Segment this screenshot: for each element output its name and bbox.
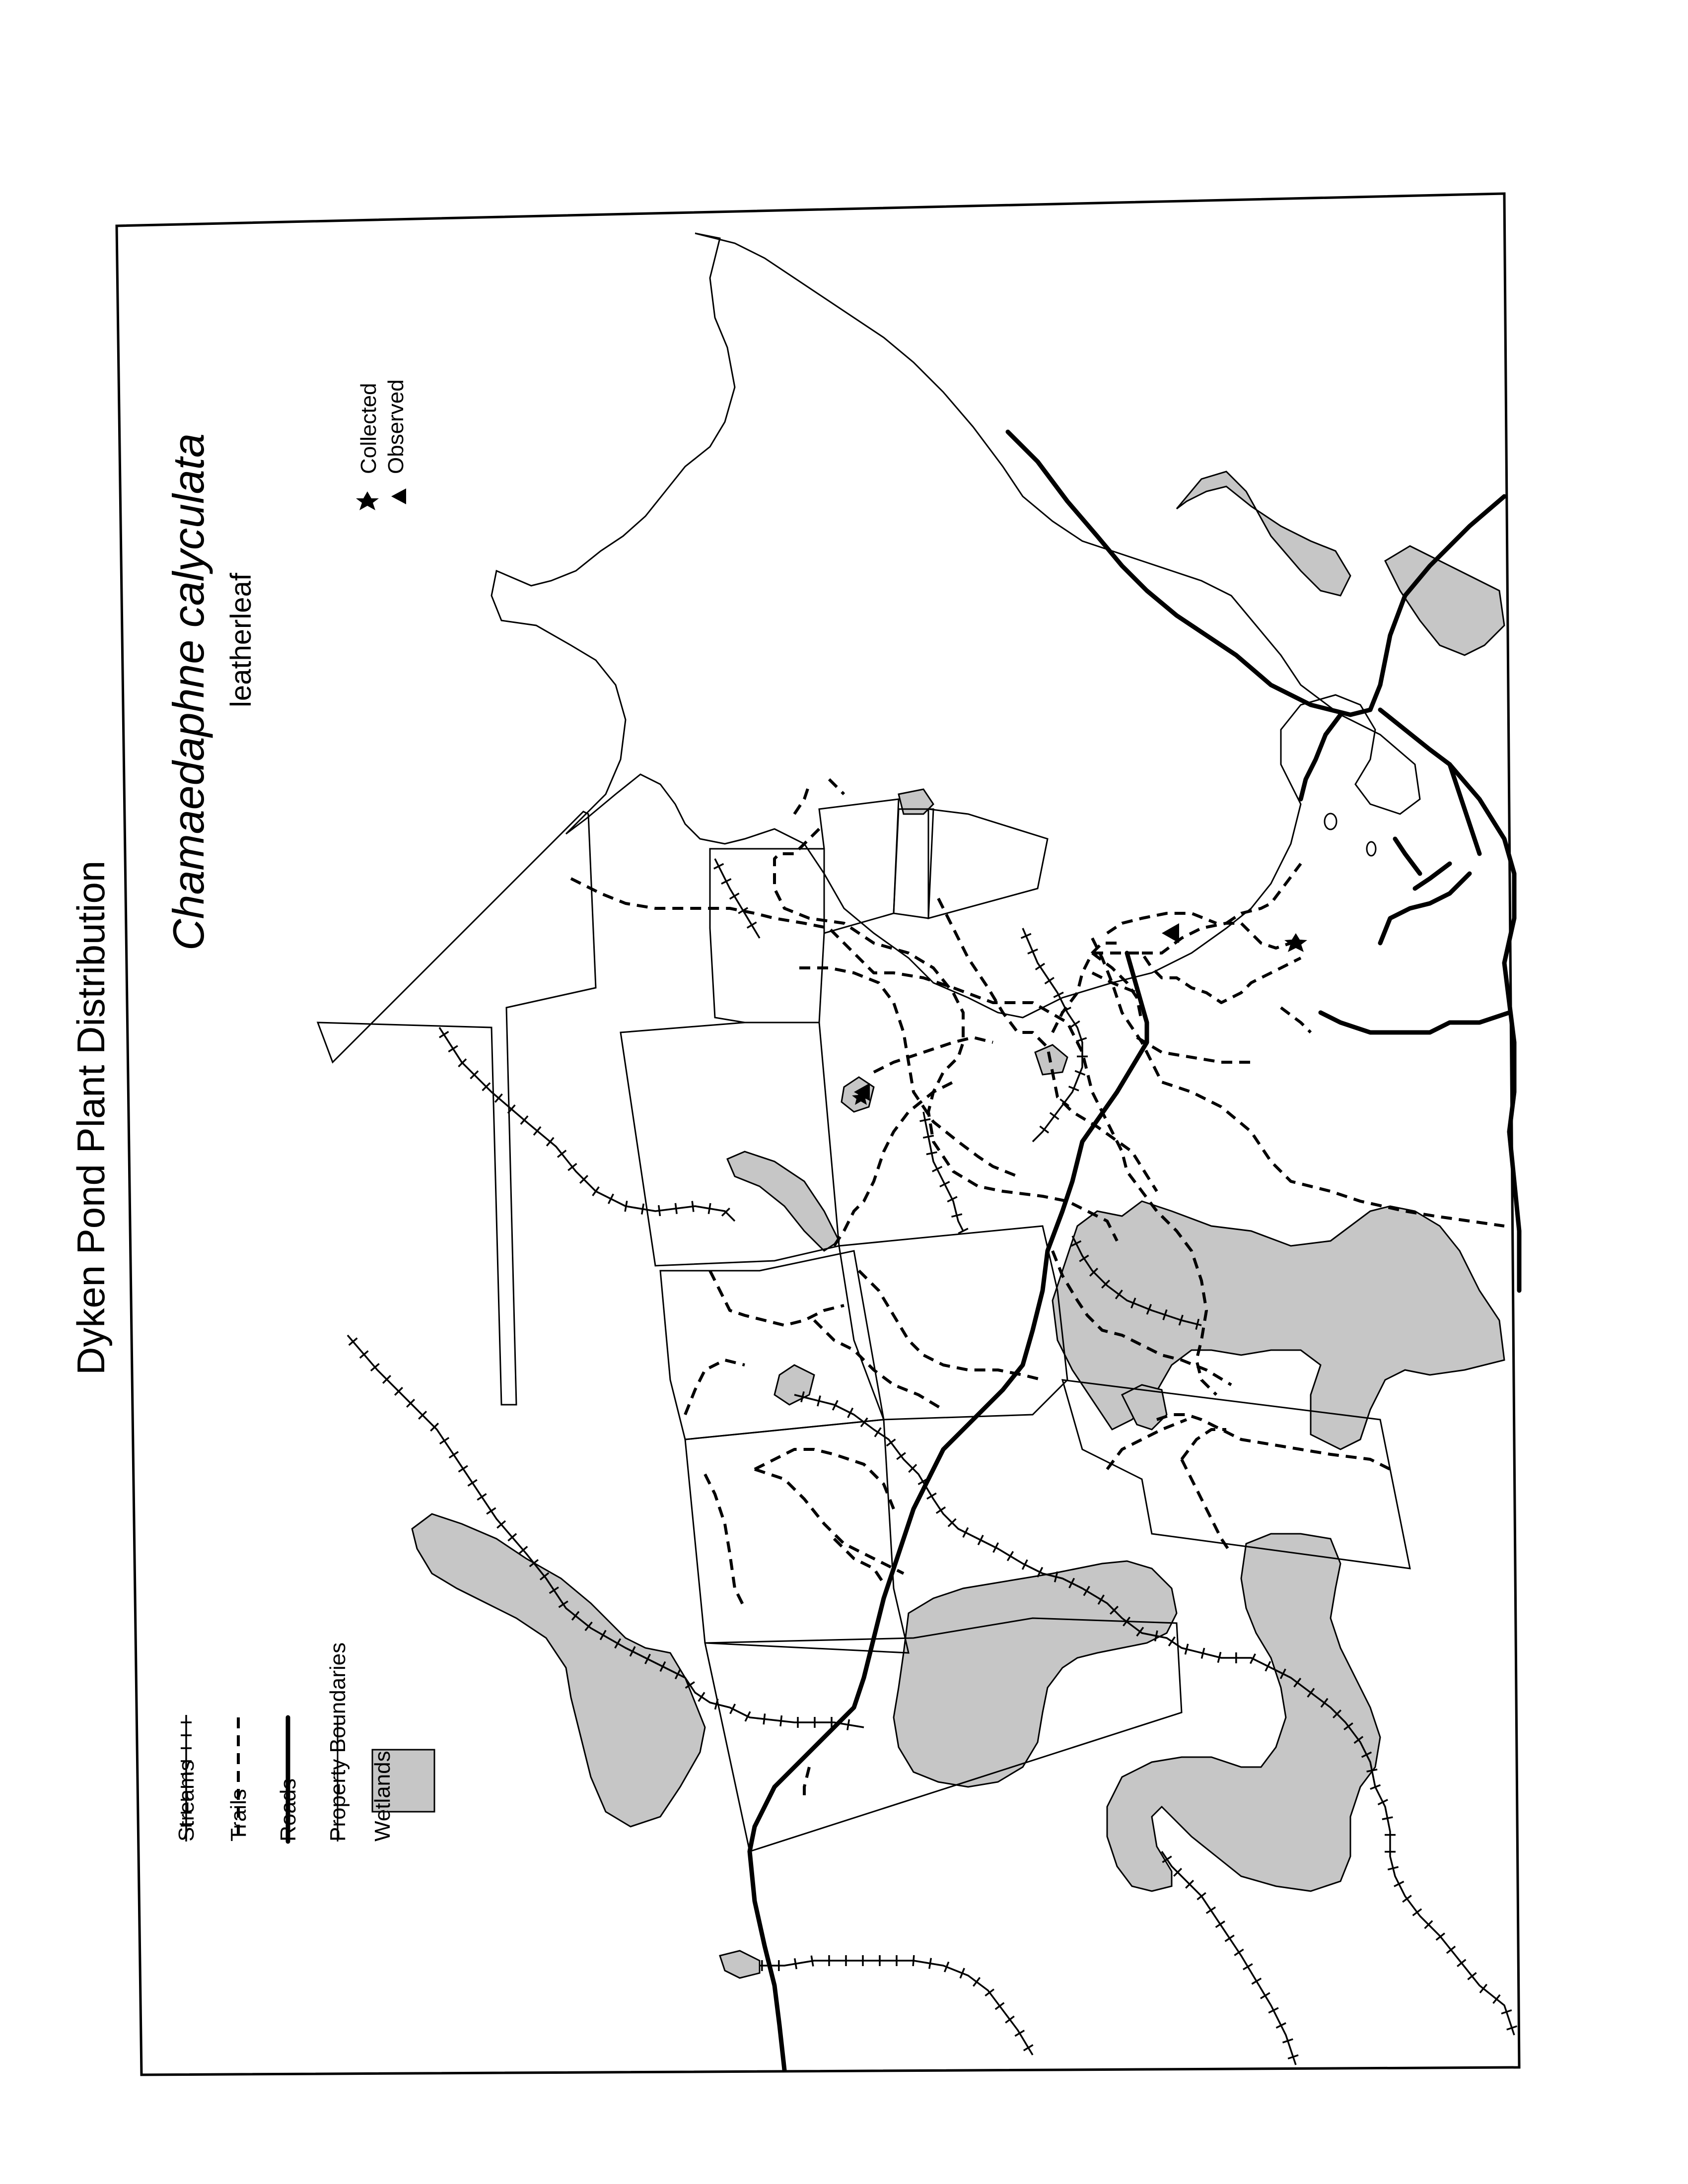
occurrence-key bbox=[356, 379, 408, 510]
trail bbox=[710, 1271, 844, 1325]
property-parcel bbox=[318, 812, 596, 1405]
trail bbox=[834, 1539, 884, 1583]
observed-label: Observed bbox=[384, 379, 408, 474]
wetland-area bbox=[894, 1561, 1177, 1787]
legend bbox=[174, 1642, 434, 1842]
trail bbox=[755, 1449, 894, 1509]
stream bbox=[715, 859, 760, 938]
dyken-pond bbox=[492, 233, 1420, 1018]
property-parcel bbox=[685, 1420, 909, 1653]
trail bbox=[1182, 1430, 1226, 1459]
trail bbox=[874, 1037, 993, 1072]
trail bbox=[705, 1474, 745, 1608]
property-parcel bbox=[710, 849, 824, 1023]
road bbox=[1301, 715, 1340, 799]
legend-wetlands-label: Wetlands bbox=[370, 1751, 395, 1842]
road bbox=[1415, 864, 1450, 888]
trail bbox=[755, 1469, 904, 1573]
species-common-name: leatherleaf bbox=[225, 573, 257, 707]
collected-star-icon bbox=[1284, 933, 1307, 952]
road bbox=[1395, 839, 1420, 874]
trail bbox=[859, 1271, 1043, 1380]
trail bbox=[814, 1320, 943, 1410]
stream-ticks bbox=[439, 1031, 730, 1216]
observed-triangle-icon bbox=[391, 488, 406, 504]
map-title: Dyken Pond Plant Distribution bbox=[69, 860, 113, 1375]
trail bbox=[685, 1360, 745, 1415]
pond-island bbox=[1367, 842, 1376, 856]
stream bbox=[923, 1112, 963, 1231]
road bbox=[750, 953, 1147, 2070]
stream bbox=[760, 1961, 1033, 2055]
stream bbox=[439, 1027, 735, 1221]
trail bbox=[1137, 1037, 1251, 1062]
legend-streams-label: Streams bbox=[174, 1760, 199, 1842]
legend-property-boundaries-label: Property Boundaries bbox=[326, 1642, 350, 1842]
stream-ticks bbox=[762, 1955, 1033, 2050]
trail bbox=[1092, 938, 1504, 1226]
wetland-area bbox=[1053, 1201, 1504, 1449]
legend-trails-label: Trails bbox=[226, 1789, 251, 1842]
stream-ticks bbox=[714, 864, 757, 928]
legend-roads-label: Roads bbox=[276, 1778, 300, 1842]
road bbox=[1450, 764, 1479, 854]
wetland-area bbox=[720, 1951, 760, 1978]
streams-layer bbox=[348, 859, 1517, 2065]
trail bbox=[1281, 1008, 1311, 1032]
wetland-area bbox=[727, 1152, 839, 1251]
trail bbox=[804, 1767, 809, 1802]
collected-label: Collected bbox=[356, 383, 381, 474]
road bbox=[1321, 1013, 1509, 1032]
species-scientific-name: Chamaedaphne calyculata bbox=[164, 433, 213, 951]
collected-star-icon bbox=[356, 491, 379, 510]
pond-island bbox=[1325, 814, 1336, 829]
wetland-area bbox=[1177, 472, 1350, 596]
